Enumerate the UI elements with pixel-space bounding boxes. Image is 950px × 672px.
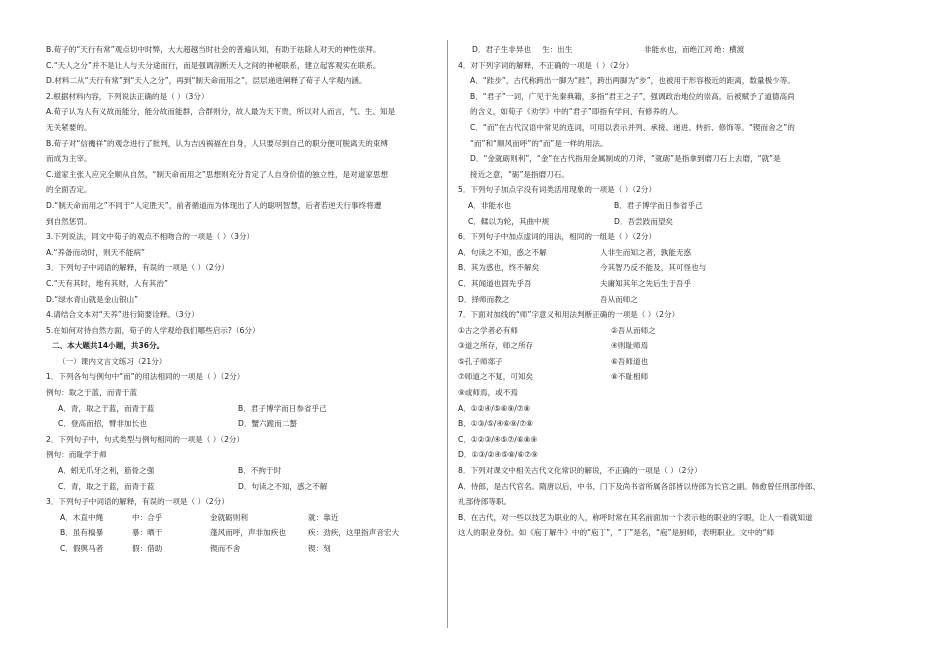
option-line: A.“养备而动时，则天不能病”: [46, 247, 145, 257]
option-line: “而”和“顺风而呼”的“而”是一样的用法。: [470, 138, 608, 148]
option-a-left: A．句读之不知，惑之不解: [458, 247, 547, 257]
question-stem: 2.根据材料内容，下列说法正确的是（ ）（3分）: [46, 91, 209, 101]
option-row: [458, 260, 863, 276]
item-1: ①古之学者必有师: [458, 325, 518, 335]
option-b-right: 今其智乃反不能及，其可怪也与: [600, 263, 707, 273]
option-d-gloss: 生：出生: [542, 45, 573, 54]
item-5: ⑤孔子师郯子: [458, 356, 503, 366]
column-divider: [447, 40, 448, 628]
option-d-gloss-2: 绝：横渡: [714, 45, 745, 54]
option-line: B.荀子对“信禨祥”的观念进行了批判，认为吉凶祸福在自身，人只要尽到自己的职分便可脱离天的束缚: [46, 138, 389, 148]
right-column: [458, 42, 863, 666]
option-c: C．①②③/④⑤⑦/⑥⑧⑨: [458, 434, 538, 444]
option-line: A．侍郎，是古代官名。隋唐以后，中书、门下及尚书省所属各部皆以侍郎为长官之副。韩愈曾任刑部侍郎、: [458, 481, 821, 491]
item-row: [458, 323, 863, 339]
question-stem: 7．下面对加线的“师”字意义和用法判断正确的一项是（ ）（2分）: [458, 310, 680, 320]
option-line: A．“跬步”，古代称跨出一脚为“跬”，跨出两脚为“步”，也被用于形容极近的距离，数量极少等。: [470, 76, 795, 86]
item-2: ②吾从而师之: [611, 325, 656, 335]
option-c-gloss: 假：借助: [132, 544, 163, 553]
option-c: C．輮以为轮，其曲中规: [468, 216, 550, 226]
option-b-word-2: 蓬风而呼，声非加疾也: [210, 528, 286, 538]
option-line: 无关紧要的。: [46, 122, 92, 132]
question-stem: 4．对下列字词的解释，不正确的一项是（ ）（2分）: [458, 60, 634, 70]
question-stem: 3．下列句子中词语的解释，有误的一项是（ ）（2分）: [46, 497, 229, 507]
item-4: ④则耻师焉: [611, 341, 649, 351]
option-line: 这人的职业身份。如《庖丁解牛》中的“庖丁”，“丁”是名，“庖”是厨师，表明职业。文中的“师: [458, 528, 775, 538]
option-c-left: C．其闻道也固先乎吾: [458, 278, 532, 288]
option-c-word-2: 锲而不舍: [210, 544, 241, 553]
option-row: [46, 463, 438, 479]
option-line: C.道家主张人应完全顺从自然，“制天命而用之”思想则充分肯定了人自身价值的独立性，是对道家思想: [46, 169, 389, 179]
question-stem: 5．下列句子加点字没有词类活用现象的一项是（ ）（2分）: [458, 185, 657, 195]
option-row: [458, 198, 863, 214]
option-line: 的含义，如荀子《劝学》中的“君子”即指有学问、有修养的人。: [470, 107, 683, 117]
option-row: [458, 42, 863, 58]
option-b-gloss: 暴：晒干: [132, 528, 163, 538]
item-7: ⑦师道之不复，可知矣: [458, 372, 534, 382]
option-b: B．①③/⑤/④⑥⑨/⑦⑧: [458, 419, 533, 429]
option-a: A．①②④/⑤⑥⑨/⑦⑧: [458, 403, 531, 413]
option-row: [46, 510, 438, 526]
option-line: 的全面否定。: [46, 185, 92, 195]
option-d: D．句读之不知，惑之不解: [238, 481, 328, 491]
question-stem: 8．下列对课文中相关古代文化常识的解说，不正确的一项是（ ）（2分）: [458, 466, 702, 476]
option-a-gloss: 中：合乎: [132, 512, 163, 522]
option-a-word: A．木直中绳: [60, 512, 104, 522]
question-stem: 4.请结合文本对“天养”进行简要诠释。（3分）: [46, 310, 199, 320]
option-line: 礼部侍郎等职。: [458, 497, 512, 507]
option-row: [46, 541, 438, 557]
option-line: 3．下列句子中词语的解释，有误的一项是（ ）（2分）: [46, 263, 229, 273]
item-8: ⑧不耻相师: [611, 372, 649, 382]
section-heading: 二、本大题共14小题，共36分。: [52, 341, 165, 351]
option-c: C．登高而招，臂非加长也: [58, 419, 147, 429]
option-a: A．蚓无爪牙之利，筋骨之强: [58, 466, 155, 476]
option-a: A．非能水也: [468, 200, 512, 210]
option-d-left: D．择师而教之: [458, 294, 510, 304]
option-b: B．不拘于时: [238, 466, 282, 476]
option-row: [458, 276, 863, 292]
option-d: D．①③/②④⑤⑧/⑥⑦⑨: [458, 450, 538, 460]
option-line: A.荀子认为人有义故而能分，能分故而能群，合群则分，故人最为天下贵，所以对人而言，气、生、知是: [46, 107, 396, 117]
option-line: 到自然惩罚。: [46, 216, 92, 226]
item-3: ③道之所存，师之所存: [458, 341, 534, 351]
option-line: 而成为主宰。: [46, 154, 92, 164]
option-a-word-2: 金就砺则利: [210, 512, 248, 522]
option-d-right: 吾从而师之: [600, 294, 638, 304]
option-row: [46, 416, 438, 432]
paragraph-line: C.“天人之分”并不是让人与天分途而行，而是强调剖断天人之间的神秘联系，建立起客观实在联系。: [46, 60, 381, 70]
example-sentence: 例句：而耻学于师: [46, 450, 107, 460]
question-stem: 1．下列各句与例句中“而”的用法相同的一项是（ ）（2分）: [46, 372, 245, 382]
option-line: D.“绿水青山就是金山银山”: [46, 294, 139, 304]
option-c-gloss-2: 锲：刻: [308, 544, 331, 553]
option-row: [458, 245, 863, 261]
paragraph-line: D.材料二从“天行有常”到“天人之分”，再到“制天命而用之”，层层递进阐释了荀子人学观内涵。: [46, 76, 367, 86]
option-line: C．“而”在古代汉语中常见的连词，可用以表示并列、承接、递进、转折、修饰等。“锲而舍之”的: [470, 122, 795, 132]
subsection-heading: （一）课内文言文练习（21分）: [58, 356, 167, 366]
option-d: D．蟹六跪而二螯: [238, 419, 298, 429]
option-b: B．君子博学而日参省乎己: [238, 403, 327, 413]
option-c: C．青，取之于蓝，而青于蓝: [58, 481, 155, 491]
option-line: D．“金就砺则利”，“金”在古代指用金属制成的刀斧，“就砺”是指拿到磨刀石上去磨，“就”是: [470, 154, 781, 164]
option-b-word: B．虽有槁暴: [60, 528, 104, 538]
example-sentence: 例句：取之于蓝，而青于蓝: [46, 388, 138, 398]
option-c-right: 夫庸知其年之先后生于吾乎: [600, 278, 692, 288]
option-c-word: C．假舆马者: [60, 544, 104, 553]
left-column: [46, 42, 438, 666]
option-d: D．吾尝跂而望矣: [614, 216, 674, 226]
option-row: [46, 525, 438, 541]
paragraph-line: B.荀子的“天行有常”观点切中时弊，大大超越当时社会的普遍认知，有助于祛除人对天的神性崇拜。: [46, 45, 381, 54]
item-row: [458, 369, 863, 385]
option-row: [46, 401, 438, 417]
option-d-word: D．君子生非异也: [472, 45, 532, 54]
option-line: D.“制天命而用之”不同于“人定胜天”，前者循道而为体现出了人的聪明智慧，后者若逆天行事终将遭: [46, 200, 382, 210]
question-stem: 6．下列句子中加点虚词的用法，相同的一组是（ ）（2分）: [458, 232, 657, 242]
option-line: B．“君子”一词，广见于先秦典籍，多指“君王之子”，强调政治地位的崇高。后被赋予了道德高尚: [470, 91, 795, 101]
item-row: [458, 338, 863, 354]
option-line: 接近之意，“砺”是指磨刀石。: [470, 169, 569, 179]
question-stem: 3.下列说法，同文中荀子的观点不相吻合的一项是（ ）（3分）: [46, 232, 255, 242]
option-line: B．在古代，对一些以技艺为职业的人，称呼时常在其名前面加一个表示他的职业的字眼，让人一看就知道: [458, 512, 813, 522]
item-9: ⑨或师焉，或不焉: [458, 388, 518, 398]
option-d-word-2: 非能水也，而绝江河: [644, 45, 713, 54]
question-stem: 2．下列句子中，句式类型与例句相同的一项是（ ）（2分）: [46, 434, 245, 444]
option-a: A．青，取之于蓝，而青于蓝: [58, 403, 155, 413]
option-a-right: 人非生而知之者，孰能无惑: [600, 247, 692, 257]
option-b: B．君子博学而日参省乎己: [614, 200, 703, 210]
question-stem: 5.在如何对待自然方面，荀子的人学观给我们哪些启示?（6分）: [46, 325, 260, 335]
option-a-gloss-2: 就：靠近: [308, 512, 339, 522]
option-row: [46, 479, 438, 495]
item-6: ⑥吾师道也: [611, 356, 649, 366]
option-b-left: B．其为惑也，终不解矣: [458, 263, 540, 273]
option-row: [458, 292, 863, 308]
item-row: [458, 354, 863, 370]
option-row: [458, 214, 863, 230]
option-line: C.“天有其时，地有其财，人有其治”: [46, 278, 168, 288]
option-b-gloss-2: 疾：劲疾，这里指声音宏大: [308, 528, 400, 538]
